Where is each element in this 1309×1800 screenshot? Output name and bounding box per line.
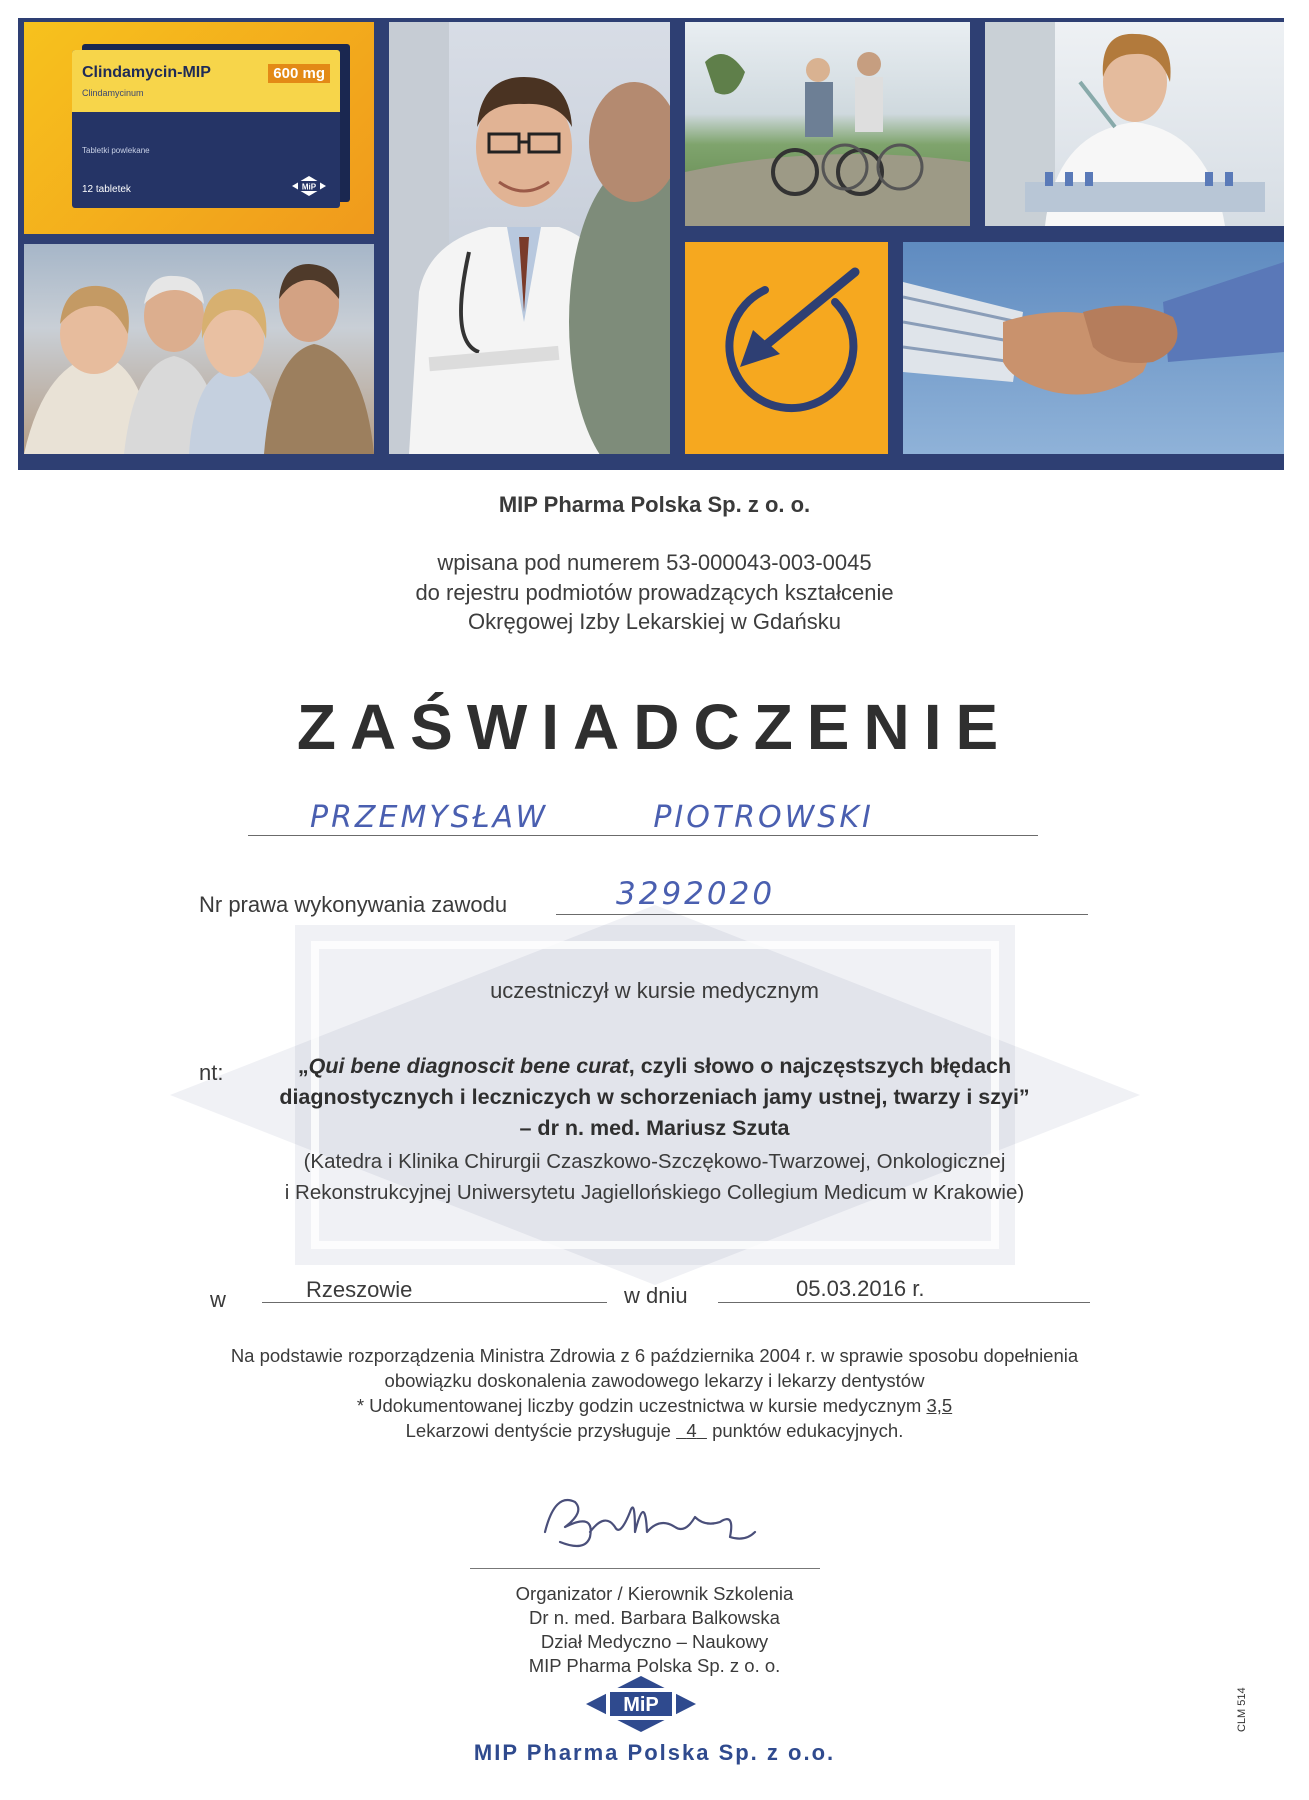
course-place: Rzeszowie <box>306 1277 413 1302</box>
footer-company-name: MIP Pharma Polska Sp. z o.o. <box>473 1740 836 1765</box>
doctor-photo <box>389 22 670 454</box>
course-lecturer: – dr n. med. Mariusz Szuta <box>519 1116 790 1140</box>
cyclists-photo <box>685 22 970 226</box>
legal-basis-line-1: Na podstawie rozporządzenia Ministra Zdrowia z 6 października 2004 r. w sprawie sposobu dopełnienia <box>230 1345 1079 1366</box>
handshake-photo <box>903 242 1284 454</box>
package-drug-name: Clindamycin-MIP <box>82 64 211 81</box>
participant-last-name: PIOTROWSKI <box>653 800 874 835</box>
place-label: w <box>210 1287 226 1312</box>
package-count: 12 tabletek <box>82 184 131 195</box>
svg-text:MiP: MiP <box>301 182 317 192</box>
mip-logo <box>586 1676 696 1732</box>
points-line: Lekarzowi dentyście przysługuje 4 punktów edukacyjnych. <box>405 1420 904 1441</box>
package-form: Tabletki powlekane <box>82 146 150 155</box>
participant-name <box>310 800 874 835</box>
issuer-company-name: MIP Pharma Polska Sp. z o. o. <box>498 492 811 517</box>
registration-line-1 <box>0 550 1309 576</box>
date-underline <box>718 1302 1090 1303</box>
cyclists-illustration <box>685 22 970 226</box>
date-label: w dniu <box>624 1283 688 1308</box>
organizer-role: Organizator / Kierownik Szkolenia <box>515 1583 794 1604</box>
license-label: Nr prawa wykonywania zawodu <box>199 892 508 917</box>
topic-label: nt: <box>199 1060 224 1085</box>
registration-line-3: Okręgowej Izby Lekarskiej w Gdańsku <box>468 609 841 634</box>
lecturer-affiliation-line-1: (Katedra i Klinika Chirurgii Czaszkowo-Szczękowo-Twarzowej, Onkologicznej <box>303 1150 1006 1173</box>
name-underline <box>248 835 1038 836</box>
family-illustration <box>24 244 374 454</box>
organizer-name: Dr n. med. Barbara Balkowska <box>529 1607 780 1628</box>
points-value: 4 <box>686 1420 697 1441</box>
svg-text:MiP: MiP <box>623 1694 659 1716</box>
participant-first-name: PRZEMYSŁAW <box>310 800 549 835</box>
course-topic-line-2: diagnostycznych i leczniczych w schorzeniach jamy ustnej, twarzy i szyi” <box>279 1085 1030 1109</box>
legal-basis-line-2: obowiązku doskonalenia zawodowego lekarzy i lekarzy dentystów <box>384 1370 925 1391</box>
photo-banner <box>18 18 1284 470</box>
course-date: 05.03.2016 r. <box>796 1276 925 1301</box>
hours-line: * Udokumentowanej liczby godzin uczestnictwa w kursie medycznym 3,5 <box>356 1395 953 1416</box>
lab-scientist-photo <box>985 22 1284 226</box>
organizer-signature <box>535 1472 765 1562</box>
package-mip-logo <box>292 176 326 196</box>
registration-number: 53-000043-003-0045 <box>666 550 872 575</box>
license-number: 3292020 <box>616 876 776 912</box>
registration-prefix: wpisana pod numerem <box>437 550 660 575</box>
course-topic-line-1: „Qui bene diagnoscit bene curat, czyli słowo o najczęstszych błędach <box>297 1054 1012 1078</box>
hours-value: 3,5 <box>926 1395 953 1416</box>
arrow-circle-icon <box>685 242 888 454</box>
course-topic-latin: Qui bene diagnoscit bene curat <box>308 1054 629 1078</box>
package-inn: Clindamycinum <box>82 88 144 98</box>
product-package-photo <box>24 22 374 234</box>
organizer-company: MIP Pharma Polska Sp. z o. o. <box>528 1655 781 1676</box>
package-dose: 600 mg <box>268 64 330 83</box>
form-code: CLM 514 <box>1236 1687 1248 1732</box>
lab-illustration <box>985 22 1284 226</box>
family-photo <box>24 244 374 454</box>
drug-package <box>72 50 340 208</box>
organizer-department: Dział Medyczno – Naukowy <box>540 1631 769 1652</box>
handshake-illustration <box>903 242 1284 454</box>
orange-arrow-tile <box>685 242 888 454</box>
registration-line-2: do rejestru podmiotów prowadzących kształcenie <box>415 580 894 605</box>
signature-line <box>470 1568 820 1569</box>
place-underline <box>262 1302 607 1303</box>
lecturer-affiliation-line-2: i Rekonstrukcyjnej Uniwersytetu Jagiellońskiego Collegium Medicum w Krakowie) <box>284 1181 1025 1204</box>
doctor-illustration <box>389 22 670 454</box>
participated-text: uczestniczył w kursie medycznym <box>490 978 819 1003</box>
certificate-title: ZAŚWIADCZENIE <box>296 691 1013 763</box>
